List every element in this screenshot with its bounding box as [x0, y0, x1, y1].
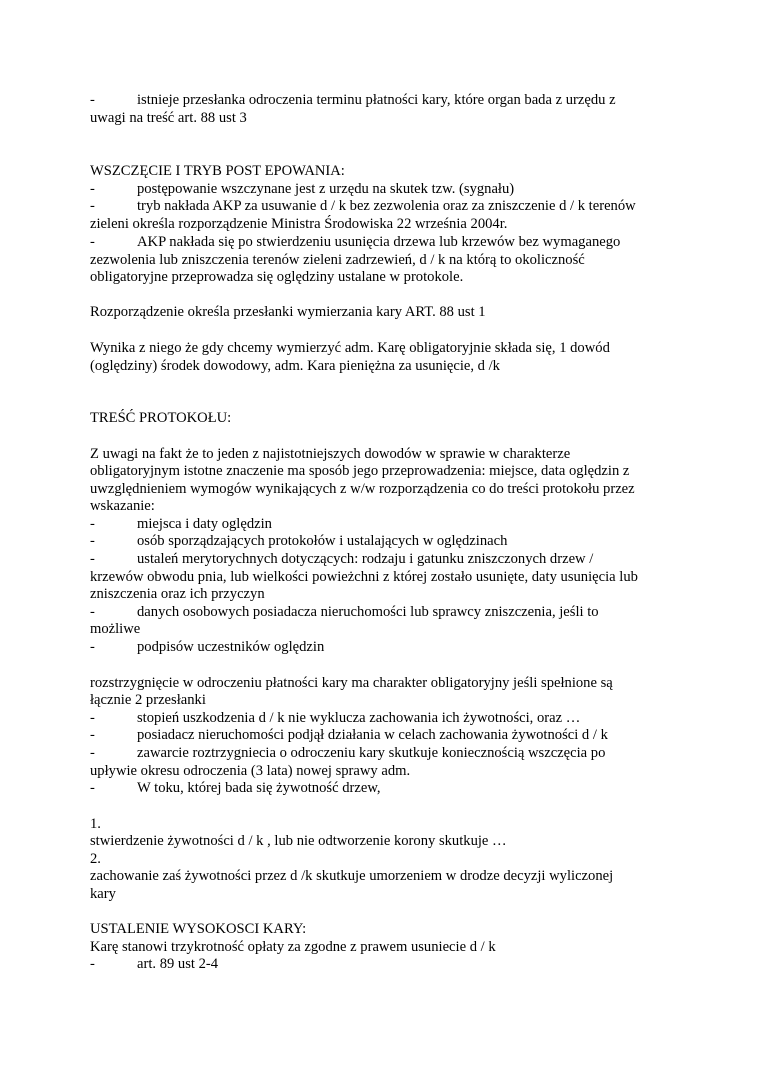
text-line: łącznie 2 przesłanki: [90, 692, 206, 708]
list-dash: -: [90, 604, 95, 620]
text-line: rozstrzygnięcie w odroczeniu płatności kary ma charakter obligatoryjny jeśli spełnione są: [90, 675, 613, 691]
list-item-text: art. 89 ust 2-4: [137, 956, 219, 972]
text-line: zezwolenia lub zniszczenia terenów zieleni zadrzewień, d / k na którą to okoliczność: [90, 252, 585, 268]
section-heading: WSZCZĘCIE I TRYB POST EPOWANIA:: [90, 163, 345, 179]
list-item-text: istnieje przesłanka odroczenia terminu płatności kary, które organ bada z urzędu z: [137, 92, 616, 108]
list-dash: -: [90, 181, 95, 197]
text-line: Wynika z niego że gdy chcemy wymierzyć adm. Karę obligatoryjnie składa się, 1 dowód: [90, 340, 610, 356]
list-item-text: miejsca i daty oględzin: [137, 516, 272, 532]
list-dash: -: [90, 956, 95, 972]
list-item-text: stopień uszkodzenia d / k nie wyklucza zachowania ich żywotności, oraz …: [137, 710, 581, 726]
text-line: Rozporządzenie określa przesłanki wymierzania kary ART. 88 ust 1: [90, 304, 486, 320]
text-line: uwagi na treść art. 88 ust 3: [90, 110, 247, 126]
list-item-text: AKP nakłada się po stwierdzeniu usunięcia drzewa lub krzewów bez wymaganego: [137, 234, 621, 250]
text-line: zniszczenia oraz ich przyczyn: [90, 586, 265, 602]
text-line: wskazanie:: [90, 498, 155, 514]
list-item-text: tryb nakłada AKP za usuwanie d / k bez zezwolenia oraz za zniszczenie d / k terenów: [137, 198, 636, 214]
list-dash: -: [90, 92, 95, 108]
text-line: obligatoryjne przeprowadza się oględziny ustalane w protokole.: [90, 269, 464, 285]
section-heading: USTALENIE WYSOKOSCI KARY:: [90, 921, 307, 937]
text-line: możliwe: [90, 621, 141, 637]
section-heading: TREŚĆ PROTOKOŁU:: [90, 410, 232, 426]
text-line: Karę stanowi trzykrotność opłaty za zgodne z prawem usuniecie d / k: [90, 939, 496, 955]
list-item-text: ustaleń merytorychnych dotyczących: rodzaju i gatunku zniszczonych drzew /: [137, 551, 594, 567]
text-line: uwzględnieniem wymogów wynikających z w/w rozporządzenia co do treści protokołu przez: [90, 481, 635, 497]
list-dash: -: [90, 516, 95, 532]
list-dash: -: [90, 710, 95, 726]
list-item-text: posiadacz nieruchomości podjął działania w celach zachowania żywotności d / k: [137, 727, 608, 743]
list-item-text: danych osobowych posiadacza nieruchomości lub sprawcy zniszczenia, jeśli to: [137, 604, 599, 620]
list-dash: -: [90, 234, 95, 250]
list-item-text: zawarcie roztrzygniecia o odroczeniu kary skutkuje koniecznością wszczęcia po: [137, 745, 606, 761]
text-line: krzewów obwodu pnia, lub wielkości powieżchni z której zostało usunięte, daty usunięcia lub: [90, 569, 638, 585]
number-label: 1.: [90, 816, 101, 832]
list-item-text: podpisów uczestników oględzin: [137, 639, 325, 655]
text-line: stwierdzenie żywotności d / k , lub nie odtworzenie korony skutkuje …: [90, 833, 507, 849]
list-dash: -: [90, 727, 95, 743]
list-dash: -: [90, 551, 95, 567]
text-line: kary: [90, 886, 116, 902]
text-line: (oględziny) środek dowodowy, adm. Kara pieniężna za usunięcie, d /k: [90, 358, 500, 374]
list-dash: -: [90, 780, 95, 796]
list-dash: -: [90, 533, 95, 549]
list-item-text: postępowanie wszczynane jest z urzędu na skutek tzw. (sygnału): [137, 181, 515, 197]
text-line: obligatoryjnym istotne znaczenie ma sposób jego przeprowadzenia: miejsce, data oględzin z: [90, 463, 630, 479]
text-line: zachowanie zaś żywotności przez d /k skutkuje umorzeniem w drodze decyzji wyliczonej: [90, 868, 614, 884]
text-line: Z uwagi na fakt że to jeden z najistotniejszych dowodów w sprawie w charakterze: [90, 446, 571, 462]
list-item-text: osób sporządzających protokołów i ustalających w oględzinach: [137, 533, 508, 549]
text-line: upływie okresu odroczenia (3 lata) nowej sprawy adm.: [90, 763, 411, 779]
list-dash: -: [90, 639, 95, 655]
list-dash: -: [90, 745, 95, 761]
list-dash: -: [90, 198, 95, 214]
list-item-text: W toku, której bada się żywotność drzew,: [137, 780, 381, 796]
number-label: 2.: [90, 851, 101, 867]
text-line: zieleni określa rozporządzenie Ministra Środowiska 22 września 2004r.: [90, 216, 508, 232]
